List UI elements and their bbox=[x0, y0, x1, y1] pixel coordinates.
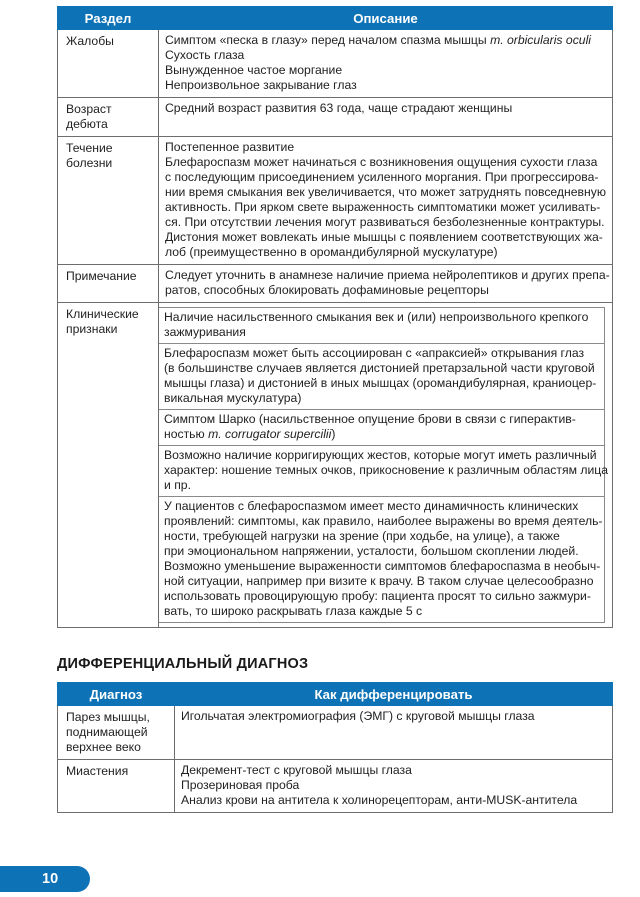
text-line: Возможно наличие корригирующих жестов, которые могут иметь различный bbox=[164, 448, 597, 462]
sign-block bbox=[158, 343, 605, 410]
text-line: Сухость глаза bbox=[165, 48, 245, 62]
text-line: нии время смыкания век увеличивается, что может затруднять повседневную bbox=[165, 185, 606, 199]
row-label bbox=[58, 98, 159, 137]
text-line: вать, то широко раскрывать глаза каждые 5 с bbox=[164, 604, 423, 618]
sign-block bbox=[158, 496, 605, 623]
row-label bbox=[58, 706, 175, 760]
sign-block bbox=[158, 409, 605, 446]
text-line: при эмоциональном напряжении, усталости, большом скоплении людей. bbox=[164, 544, 579, 558]
text-line: Блефароспазм может быть ассоциирован с «апраксией» открывания глаз bbox=[164, 346, 585, 360]
row-content bbox=[159, 265, 613, 303]
row-content bbox=[175, 706, 613, 760]
text-line: Средний возраст развития 63 года, чаще страдают женщины bbox=[165, 101, 513, 115]
main-table-header bbox=[58, 7, 613, 30]
row-note bbox=[58, 265, 613, 303]
section-heading: ДИФФЕРЕНЦИАЛЬНЫЙ ДИАГНОЗ bbox=[57, 656, 309, 672]
text-line: зажмуривания bbox=[164, 325, 246, 339]
page-number-tab bbox=[0, 866, 90, 892]
differential-table bbox=[57, 682, 613, 813]
label-line: Жалобы bbox=[66, 34, 114, 48]
text-line: (в большинстве случаев является дистонией претарзальной части круговой bbox=[164, 361, 595, 375]
text-line: ной ситуации, например при визите к врачу. В таком случае целесообразно bbox=[164, 574, 594, 588]
text-line: Непроизвольное закрывание глаз bbox=[165, 78, 357, 92]
text-line: Декремент-тест с круговой мышцы глаза bbox=[181, 763, 412, 777]
label-line: Миастения bbox=[66, 764, 129, 778]
text-line: лоб (преимущественно в оромандибулярной мускулатуре) bbox=[165, 245, 498, 259]
row-complaints bbox=[58, 30, 613, 98]
row-label bbox=[58, 137, 159, 265]
text-line: активность. При ярком свете выраженность симптоматики может усиливать- bbox=[165, 200, 601, 214]
text-line: Симптом «песка в глазу» перед началом спазма мышцы m. orbicularis oculi bbox=[165, 33, 591, 47]
header-description: Описание bbox=[159, 7, 613, 30]
page-number: 10 bbox=[42, 871, 59, 887]
text-line: характер: ношение темных очков, прикосновение к различным областям лица bbox=[164, 463, 609, 477]
text-line: Анализ крови на антитела к холинорецепторам, анти-MUSK-антитела bbox=[181, 793, 578, 807]
row-label bbox=[58, 265, 159, 303]
text-line: Следует уточнить в анамнезе наличие приема нейролептиков и других препа- bbox=[165, 268, 610, 282]
label-line: верхнее веко bbox=[66, 740, 141, 754]
row-content bbox=[175, 760, 613, 813]
label-line: болезни bbox=[66, 156, 113, 170]
header-how-to-differentiate: Как дифференцировать bbox=[175, 683, 613, 706]
text-line: викальная мускулатура) bbox=[164, 391, 302, 405]
label-line: Клинические bbox=[66, 307, 139, 321]
row-label bbox=[58, 303, 159, 628]
differential-table-header bbox=[58, 683, 613, 706]
text-line: и пр. bbox=[164, 478, 191, 492]
row-myasthenia bbox=[58, 760, 613, 813]
row-label bbox=[58, 30, 159, 98]
header-section: Раздел bbox=[58, 7, 159, 30]
text-line: Блефароспазм может начинаться с возникновения ощущения сухости глаза bbox=[165, 155, 598, 169]
label-line: Парез мышцы, bbox=[66, 710, 150, 724]
text-line: проявлений: симптомы, как правило, наиболее выражены во время деятель- bbox=[164, 514, 603, 528]
label-line: признаки bbox=[66, 322, 118, 336]
text-line: ратов, способных блокировать дофаминовые рецепторы bbox=[165, 283, 489, 297]
row-content bbox=[159, 303, 613, 628]
text-line: ности, требующей нагрузки на зрение (при ходьбе, на улице), а также bbox=[164, 529, 560, 543]
text-line: использовать провоцирующую пробу: пациента просят то сильно зажмури- bbox=[164, 589, 591, 603]
row-content bbox=[159, 30, 613, 98]
label-line: Возраст bbox=[66, 102, 112, 116]
row-ptosis-paresis bbox=[58, 706, 613, 760]
text-line: Дистония может вовлекать иные мышцы с появлением соответствующих жа- bbox=[165, 230, 603, 244]
text-line: Вынужденное частое моргание bbox=[165, 63, 343, 77]
row-onset-age bbox=[58, 98, 613, 137]
text-line: Симптом Шарко (насильственное опущение брови в связи с гиперактив- bbox=[164, 412, 576, 426]
row-content bbox=[159, 137, 613, 265]
label-line: Примечание bbox=[66, 269, 137, 283]
main-table bbox=[57, 6, 613, 628]
text-line: ностью m. corrugator supercilii) bbox=[164, 427, 336, 441]
row-disease-course bbox=[58, 137, 613, 265]
latin-term: m. corrugator supercilii bbox=[208, 427, 332, 441]
text-line: с последующим присоединением усиленного моргания. При прогрессирова- bbox=[165, 170, 599, 184]
label-line: дебюта bbox=[66, 117, 108, 131]
text-line: Возможно уменьшение выраженности симптомов блефароспазма в необыч- bbox=[164, 559, 601, 573]
sign-block bbox=[158, 307, 605, 344]
text-line: мышцы глаза) и дистонией в иных мышцах (оромандибулярная, краниоцер- bbox=[164, 376, 597, 390]
header-diagnosis: Диагноз bbox=[58, 683, 175, 706]
row-label bbox=[58, 760, 175, 813]
latin-term: m. orbicularis oculi bbox=[490, 33, 591, 47]
label-line: поднимающей bbox=[66, 725, 148, 739]
row-content bbox=[159, 98, 613, 137]
text-line: У пациентов с блефароспазмом имеет место динамичность клинических bbox=[164, 499, 579, 513]
text-line: Прозериновая проба bbox=[181, 778, 300, 792]
text-line: ся. При отсутствии лечения могут развиваться безболезненные контрактуры. bbox=[165, 215, 605, 229]
label-line: Течение bbox=[66, 141, 113, 155]
text-line: Наличие насильственного смыкания век и (или) непроизвольного крепкого bbox=[164, 310, 589, 324]
sign-block bbox=[158, 445, 609, 497]
text-line: Игольчатая электромиография (ЭМГ) с круговой мышцы глаза bbox=[181, 709, 535, 723]
text-line: Постепенное развитие bbox=[165, 140, 295, 154]
row-clinical-signs bbox=[58, 303, 613, 628]
